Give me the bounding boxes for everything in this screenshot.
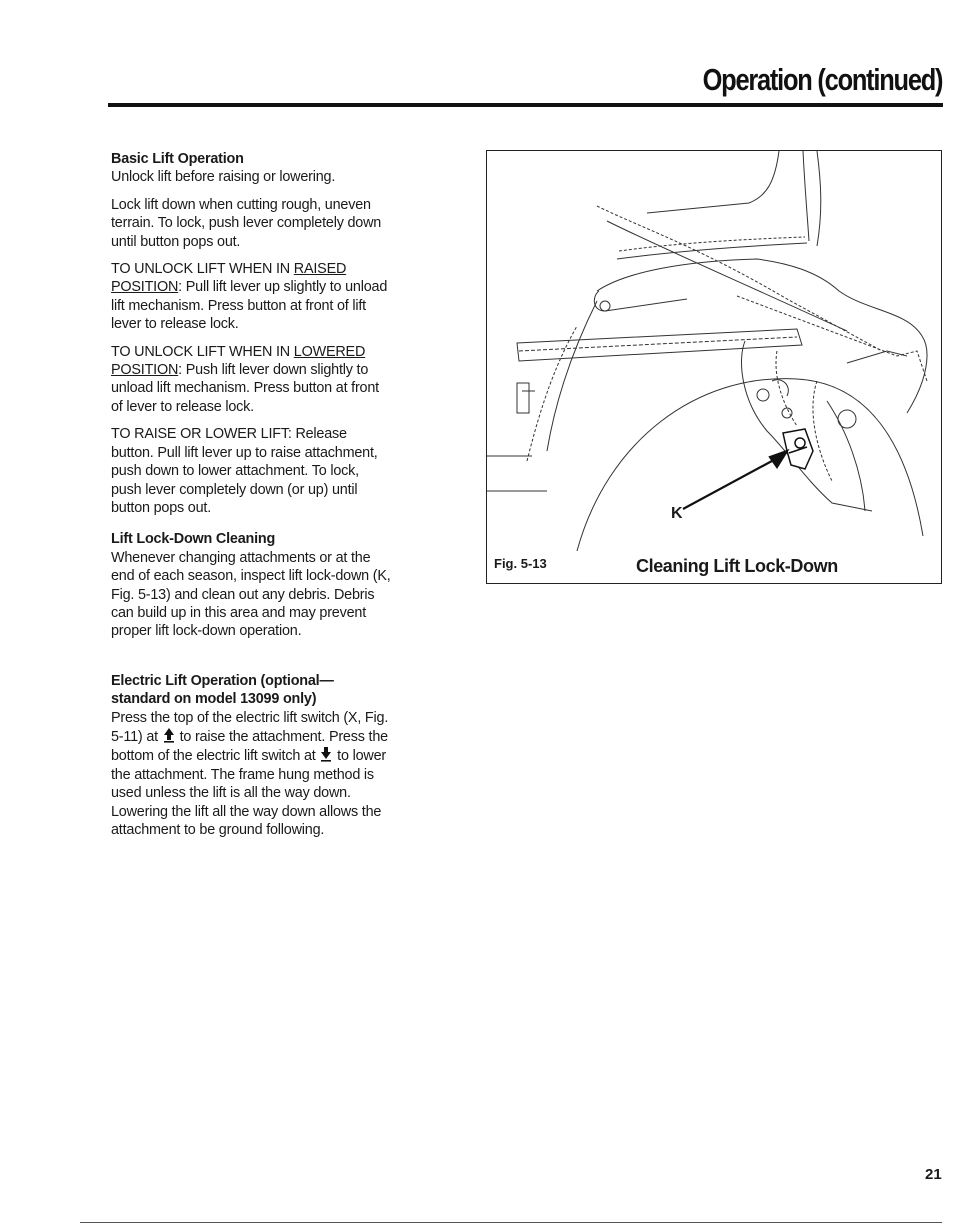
paragraph: TO RAISE OR LOWER LIFT: Release button. Pull lift lever up to raise attachment, push down to lower attachment. To lock, push lever completely down (or up) until button pops out. [111, 426, 378, 516]
text-span: to raise the attachment. Press the bottom of the electric lift switch at [111, 728, 388, 765]
underlined-term: LOWERED POSITION [111, 343, 366, 379]
left-column [111, 150, 391, 848]
section-heading-lockdown-cleaning: Lift Lock-Down Cleaning [111, 531, 276, 548]
arrow-up-icon [162, 727, 176, 743]
figure-label: Fig. 5-13 [494, 556, 547, 571]
text-span: : Push lift lever down slightly to unload lift mechanism. Press button at front of lever to release lock. [111, 362, 379, 415]
paragraph [111, 260, 391, 334]
text-span: TO UNLOCK LIFT WHEN IN [111, 261, 294, 278]
page-header-title: Operation (continued) [702, 62, 942, 97]
underlined-term: RAISED POSITION [111, 261, 347, 296]
lift-lockdown-illustration [487, 151, 942, 584]
paragraph: Lock lift down when cutting rough, uneven terrain. To lock, push lever completely down until button pops out. [111, 196, 382, 250]
paragraph: Whenever changing attachments or at the end of each season, inspect lift lock-down (K, Fig. 5-13) and clean out any debris. Debris can build up in this area and may prevent proper lift lock-down operation. [111, 549, 391, 640]
figure-5-13 [486, 150, 942, 584]
paragraph: Unlock lift before raising or lowering. [111, 169, 336, 186]
figure-caption: Cleaning Lift Lock-Down [636, 556, 838, 576]
paragraph [111, 343, 391, 417]
text-span: to lower the attachment. The frame hung method is used unless the lift is all the way down. Lowering the lift all the way down allows the attachment to be ground following. [111, 748, 386, 838]
section-heading-basic-lift: Basic Lift Operation [111, 151, 244, 167]
text-span: Press the top of the electric lift switch (X, Fig. 5-11) at [111, 709, 389, 745]
page-number: 21 [925, 1166, 942, 1183]
section-heading-electric-lift: Electric Lift Operation (optional— standard on model 13099 only) [111, 672, 334, 708]
arrow-down-icon [319, 746, 333, 762]
text-span: TO UNLOCK LIFT WHEN IN [111, 343, 294, 360]
header-rule [108, 103, 943, 107]
callout-label-k: K [671, 505, 683, 522]
text-span: : Pull lift lever up slightly to unload lift mechanism. Press button at front of lift lever to release lock. [111, 279, 388, 333]
paragraph [111, 709, 391, 840]
footer-rule [80, 1222, 942, 1223]
